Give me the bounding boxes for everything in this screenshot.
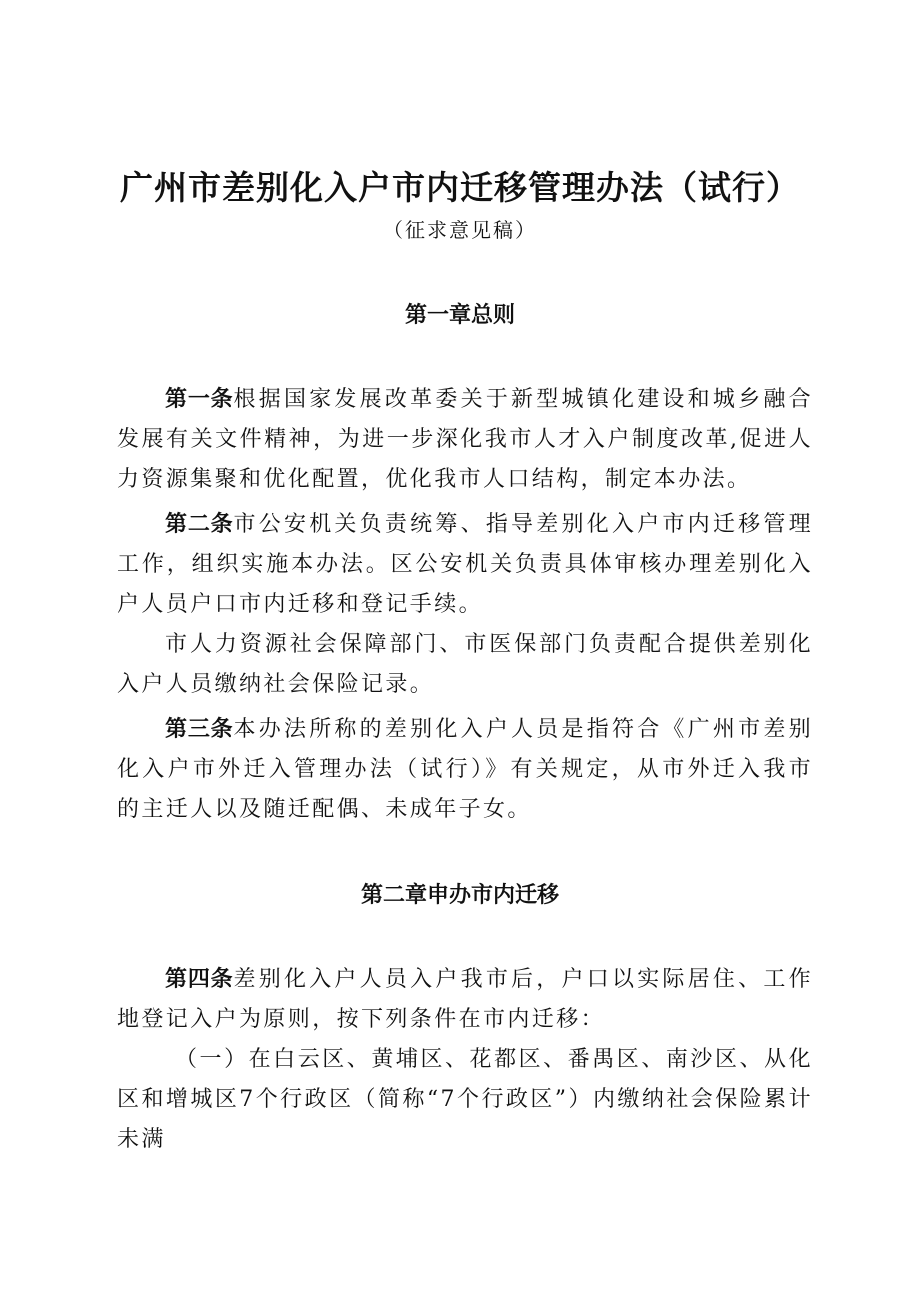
article-3 xyxy=(117,710,813,830)
article-1-label: 第一条 xyxy=(165,387,234,412)
chapter-1-heading: 第一章总则 xyxy=(404,303,515,328)
article-4-label: 第四条 xyxy=(165,967,234,992)
article-1 xyxy=(117,380,813,500)
chapter-2-heading: 第二章申办市内迁移 xyxy=(360,883,559,908)
article-3-text: 本办法所称的差别化入户人员是指符合《广州市差别化入户市外迁入管理办法（试行）》有关规定，从市外迁入我市的主迁人以及随迁配偶、未成年子女。 xyxy=(117,717,813,822)
article-2-extra: 市人力资源社会保障部门、市医保部门负责配合提供差别化入户人员缴纳社会保险记录。 xyxy=(117,632,813,697)
article-4-item-1: （一）在白云区、黄埔区、花都区、番禺区、南沙区、从化区和增城区7个行政区（简称“7个行政区”）内缴纳社会保险累计未满 xyxy=(117,1047,813,1152)
article-2 xyxy=(117,505,813,625)
article-2-label: 第二条 xyxy=(165,512,234,537)
article-2-text: 市公安机关负责统筹、指导差别化入户市内迁移管理工作，组织实施本办法。区公安机关负责具体审核办理差别化入户人员户口市内迁移和登记手续。 xyxy=(117,512,813,617)
article-4 xyxy=(117,960,813,1040)
article-4-text: 差别化入户人员入户我市后，户口以实际居住、工作地登记入户为原则，按下列条件在市内迁移： xyxy=(117,967,813,1032)
article-1-text: 根据国家发展改革委关于新型城镇化建设和城乡融合发展有关文件精神，为进一步深化我市人才入户制度改革,促进人力资源集聚和优化配置，优化我市人口结构，制定本办法。 xyxy=(117,387,813,492)
document-subtitle: （征求意见稿） xyxy=(383,218,537,242)
article-3-label: 第三条 xyxy=(165,717,234,742)
document-title: 广州市差别化入户市内迁移管理办法（试行） xyxy=(120,168,800,207)
